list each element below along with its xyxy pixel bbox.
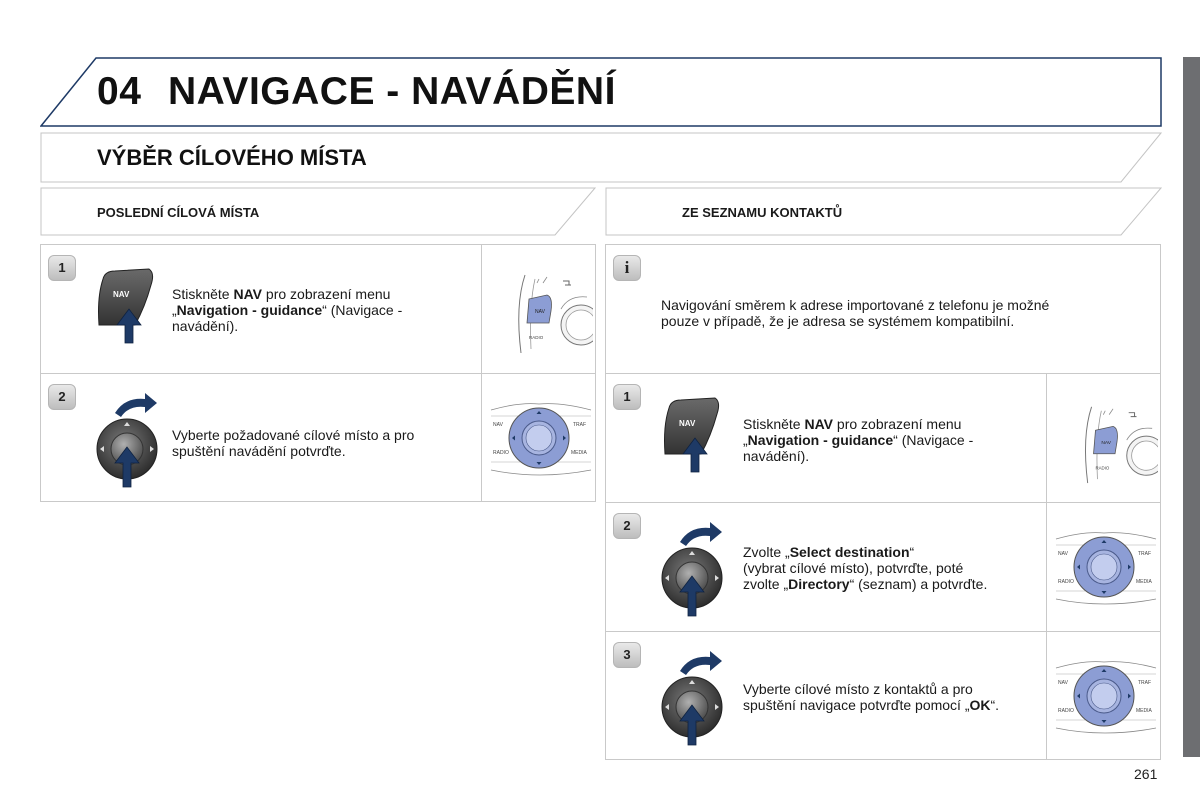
svg-text:RADIO: RADIO: [529, 335, 544, 340]
control-panel-illustration: [1054, 658, 1158, 736]
step-number-badge: 2: [48, 384, 76, 410]
control-panel-illustration: [489, 400, 593, 478]
svg-text:NAV: NAV: [1058, 680, 1068, 686]
chapter-side-tab: [1183, 57, 1200, 757]
right-step-2-text: Zvolte „Select destination“ (vybrat cílové místo), potvrďte, poté zvolte „Directory“ (seznam) a potvrďte.: [743, 544, 988, 592]
svg-text:NAV: NAV: [679, 419, 696, 428]
svg-text:NAV: NAV: [1101, 440, 1112, 446]
right-step-3-panel: [605, 631, 1161, 760]
svg-text:RADIO: RADIO: [1058, 579, 1074, 585]
chapter-number: 04: [97, 70, 142, 113]
rotary-knob-select-icon: [95, 391, 159, 489]
svg-text:TRAF: TRAF: [573, 422, 587, 428]
step-number-badge: 1: [48, 255, 76, 281]
info-panel: [605, 244, 1161, 374]
svg-text:TRAF: TRAF: [1138, 551, 1152, 557]
svg-text:RADIO: RADIO: [1058, 708, 1074, 714]
right-step-1-text: Stiskněte NAV pro zobrazení menu „Navigation - guidance“ (Navigace - navádění).: [743, 416, 974, 464]
info-text: Navigování směrem k adrese importované z telefonu je možné pouze v případě, že je adresa se systémem kompatibilní.: [661, 297, 1050, 329]
left-column-heading: POSLEDNÍ CÍLOVÁ MÍSTA: [97, 205, 260, 220]
right-step-2-panel: [605, 502, 1161, 632]
chapter-title: NAVIGACE - NAVÁDĚNÍ: [168, 70, 616, 113]
nav-key-press-icon: [95, 267, 157, 345]
nav-button-location-illustration: [507, 265, 593, 357]
right-column-heading: ZE SEZNAMU KONTAKTŮ: [682, 205, 843, 220]
left-step-1-text: Stiskněte NAV pro zobrazení menu „Navigation - guidance“ (Navigace - navádění).: [172, 286, 403, 334]
step-number-badge: 1: [613, 384, 641, 410]
svg-text:NAV: NAV: [535, 309, 545, 315]
svg-text:TRAF: TRAF: [1138, 680, 1152, 686]
nav-key-press-icon: [661, 396, 723, 474]
svg-text:MEDIA: MEDIA: [571, 450, 587, 456]
left-step-2-text: Vyberte požadované cílové místo a pro spuštění navádění potvrďte.: [172, 427, 415, 459]
nav-button-location-illustration: [1074, 396, 1158, 488]
page-number: 261: [1134, 766, 1158, 782]
rotary-knob-select-icon: [660, 649, 724, 747]
info-icon: i: [613, 255, 641, 281]
left-step-1-panel: [40, 244, 596, 374]
left-step-2-panel: [40, 373, 596, 502]
svg-text:RADIO: RADIO: [493, 450, 509, 456]
right-step-3-text: Vyberte cílové místo z kontaktů a pro spuštění navigace potvrďte pomocí „OK“.: [743, 681, 1000, 713]
right-step-1-panel: [605, 373, 1161, 503]
svg-text:RADIO: RADIO: [1095, 465, 1110, 471]
control-panel-illustration: [1054, 529, 1158, 607]
section-title: VÝBĚR CÍLOVÉHO MÍSTA: [97, 145, 367, 170]
svg-text:NAV: NAV: [493, 422, 503, 428]
svg-text:MEDIA: MEDIA: [1136, 708, 1152, 714]
step-number-badge: 3: [613, 642, 641, 668]
rotary-knob-select-icon: [660, 520, 724, 618]
svg-text:NAV: NAV: [1058, 551, 1068, 557]
svg-text:NAV: NAV: [113, 290, 130, 299]
step-number-badge: 2: [613, 513, 641, 539]
svg-text:MEDIA: MEDIA: [1136, 579, 1152, 585]
